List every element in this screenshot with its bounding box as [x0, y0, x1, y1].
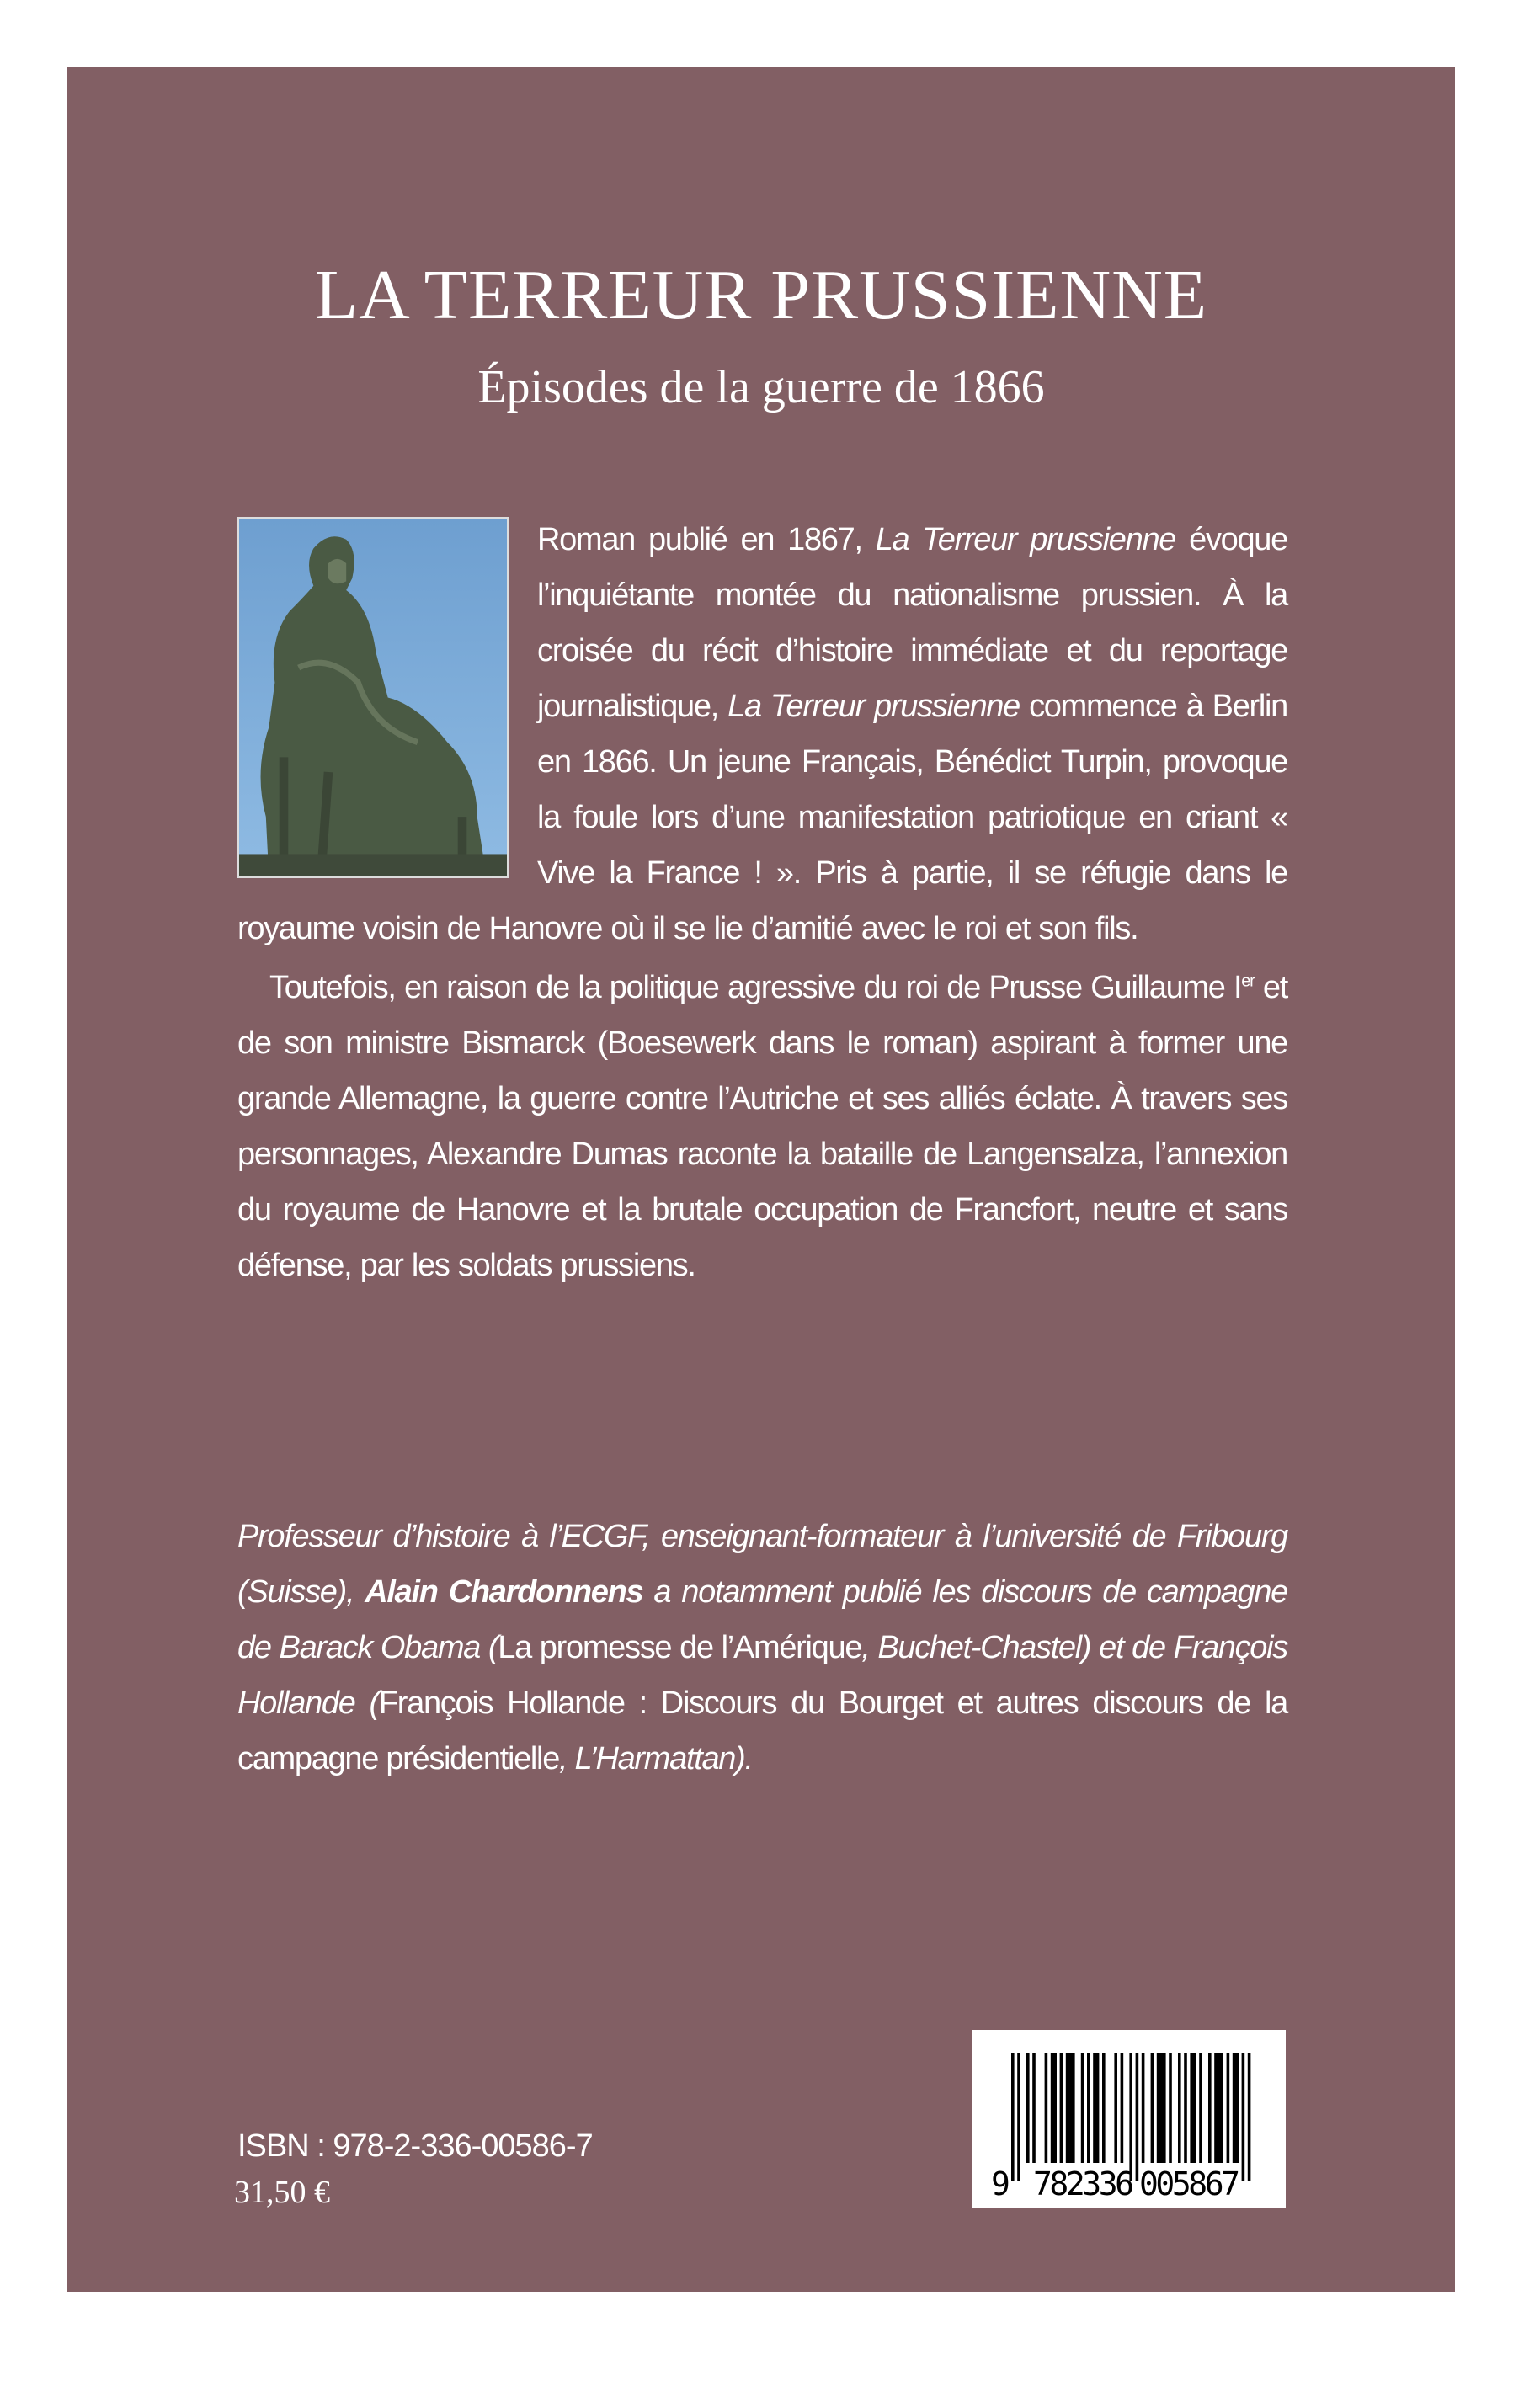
- text-run: a notamment publié les discours de campagne de Barack Obama (: [237, 1574, 1288, 1665]
- barcode-bar: [1087, 2053, 1090, 2163]
- summary-text: Toutefois, en raison de la politique agressive du roi de Prusse Guillaume I: [269, 970, 1242, 1005]
- author-name: Alain Chardonnens: [365, 1574, 643, 1610]
- barcode-bar: [1026, 2053, 1030, 2163]
- superscript: er: [1241, 972, 1255, 991]
- barcode-bar: [1129, 2053, 1132, 2181]
- barcode-bar: [1142, 2053, 1145, 2163]
- barcode-bar: [1066, 2053, 1075, 2163]
- barcode-bar: [1248, 2053, 1251, 2181]
- statue-photo: [237, 517, 509, 878]
- barcode-bar: [1102, 2053, 1106, 2163]
- barcode-digits: 782336: [1033, 2165, 1134, 2202]
- text-run: La promesse de l’Amérique: [498, 1630, 862, 1665]
- barcode-bar: [1151, 2053, 1154, 2163]
- text-run: La Terreur prussienne: [875, 522, 1176, 557]
- barcode-bar: [1169, 2053, 1172, 2163]
- text-run: La Terreur prussienne: [727, 689, 1020, 724]
- barcode-bar: [1208, 2053, 1212, 2163]
- barcode-bar: [1045, 2053, 1048, 2163]
- barcode: [972, 2030, 1286, 2208]
- book-title: LA TERREUR PRUSSIENNE: [314, 256, 1208, 334]
- barcode-bar: [1017, 2053, 1020, 2181]
- barcode-bar: [1060, 2053, 1063, 2163]
- text-run: Professeur d’histoire à l’ECGF, enseignant-formateur à l’université de Fribourg (Suisse),: [237, 1519, 1287, 1610]
- barcode-bar: [1121, 2053, 1124, 2163]
- barcode-bar: [1242, 2053, 1245, 2181]
- author-bio: [237, 1509, 1287, 1787]
- barcode-bar: [1114, 2053, 1117, 2163]
- barcode-bar: [1081, 2053, 1084, 2163]
- barcode-bar: [1093, 2053, 1099, 2163]
- summary-text: et de son ministre Bismarck (Boesewerk dans le roman) aspirant à former une grande Allemagne, la guerre contre l’Autriche et ses alliés éclate. À travers ses personnages, Alexandre Dumas raconte la bataille de Langensalza, l’annexion du royaume de Hanovre et la brutale occupation de Francfort, neutre et sans défense, par les soldats prussiens.: [237, 970, 1287, 1283]
- price: 31,50 €: [234, 2175, 330, 2210]
- text-run: , Buchet-Chastel) et de François Hollande (: [237, 1630, 1287, 1721]
- barcode-bar: [1199, 2053, 1202, 2163]
- barcode-digits: 005867: [1139, 2165, 1240, 2202]
- summary: [237, 512, 1287, 1293]
- barcode-bar: [1157, 2053, 1166, 2163]
- barcode-bar: [1233, 2053, 1239, 2163]
- barcode-bar: [1214, 2053, 1223, 2163]
- barcode-bar: [1136, 2053, 1139, 2181]
- barcode-bar: [1190, 2053, 1196, 2163]
- text-run: évoque l’inquiétante montée du nationalisme prussien. À la croisée du récit d’histoire immédiate et du reportage journalistique,: [537, 522, 1287, 724]
- book-subtitle: Épisodes de la guerre de 1866: [477, 361, 1045, 413]
- text-run: Roman publié en 1867,: [537, 522, 876, 557]
- text-run: commence à Berlin en 1866. Un jeune Français, Bénédict Turpin, provoque la foule lors d’une manifestation patriotique en criant « Vive la France ! ». Pris à partie, il se réfugie dans le royaume voisin de Hanovre où il se lie d’amitié avec le roi et son fils.: [237, 689, 1288, 946]
- isbn: ISBN : 978-2-336-00586-7: [237, 2128, 593, 2164]
- summary-paragraph-2: [237, 960, 1287, 1293]
- back-cover: [67, 67, 1455, 2292]
- barcode-bar: [1184, 2053, 1187, 2163]
- barcode-bar: [1032, 2053, 1036, 2163]
- barcode-bar: [1227, 2053, 1230, 2163]
- barcode-digits: 9: [991, 2165, 1010, 2202]
- barcode-bar: [1011, 2053, 1015, 2181]
- text-run: François Hollande : Discours du Bourget et autres discours de la campagne présidentielle: [237, 1686, 1287, 1776]
- barcode-bars: [972, 2030, 1286, 2208]
- barcode-bar: [1178, 2053, 1181, 2163]
- text-run: , L’Harmattan).: [559, 1741, 753, 1776]
- barcode-bar: [1051, 2053, 1057, 2163]
